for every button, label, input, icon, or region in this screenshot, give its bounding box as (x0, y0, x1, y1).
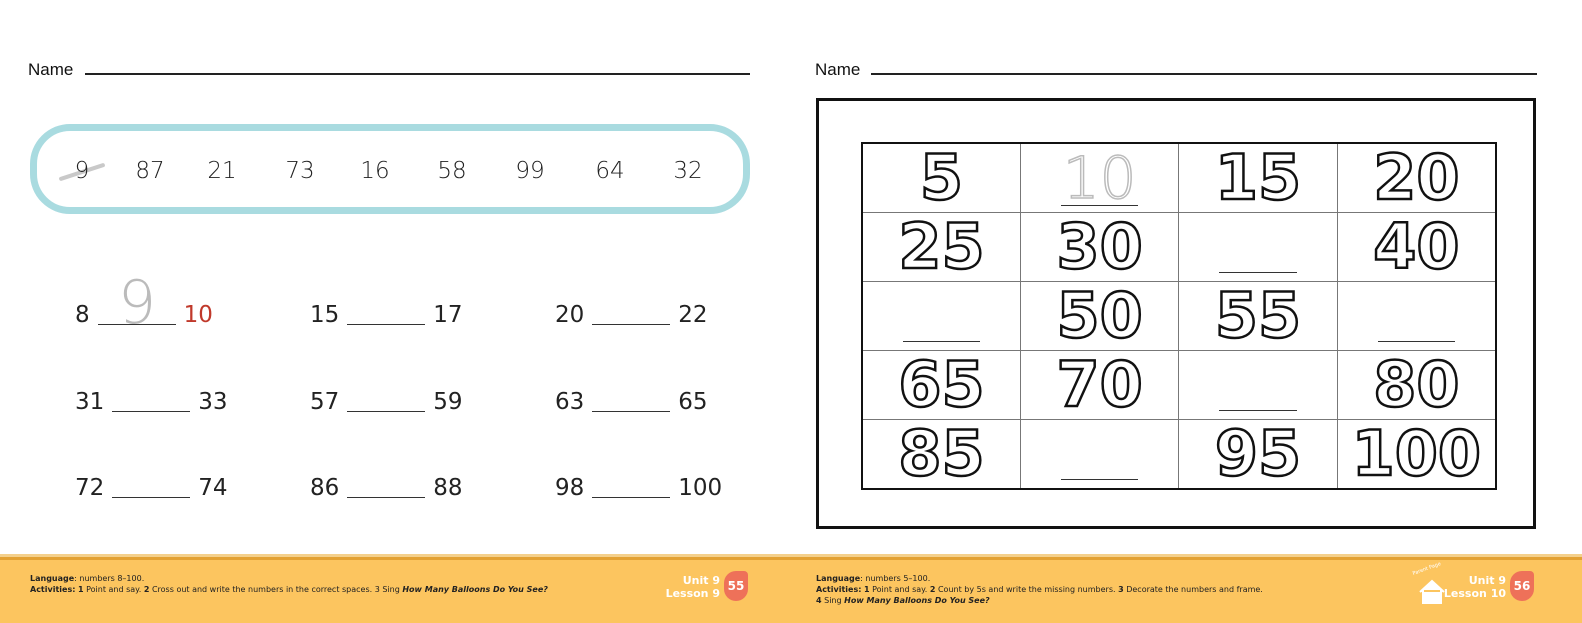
word-bank-number[interactable]: 9 (74, 158, 90, 184)
grid-cell (1179, 143, 1337, 213)
answer-blank[interactable] (112, 497, 190, 498)
grid-cell (1179, 279, 1337, 352)
answer-blank[interactable] (903, 341, 980, 342)
grid-cell (862, 143, 1020, 213)
word-bank-number[interactable]: 99 (515, 158, 545, 184)
grid-cell (1337, 348, 1496, 421)
grid-cell[interactable] (1179, 213, 1337, 282)
grid-cell (1020, 348, 1178, 421)
outlined-number: 20 (1373, 141, 1460, 214)
grid-cell (862, 416, 1020, 490)
outlined-number: 85 (898, 416, 985, 490)
word-bank-number[interactable]: 64 (595, 158, 625, 184)
answer-blank[interactable] (1378, 341, 1455, 342)
grid-cell[interactable] (1020, 420, 1178, 489)
after-number: 74 (198, 475, 228, 501)
number-sequence (555, 302, 708, 328)
outlined-number: 55 (1214, 279, 1302, 352)
grid-cell (862, 348, 1020, 421)
grid-cell[interactable] (862, 282, 1020, 351)
after-number: 100 (678, 475, 723, 501)
word-bank-number[interactable]: 32 (673, 158, 703, 184)
grid-cell (1020, 210, 1178, 283)
grid-cell (1337, 416, 1496, 490)
after-number: 65 (678, 389, 708, 415)
before-number: 31 (75, 389, 105, 415)
answer-blank[interactable] (347, 497, 425, 498)
right-footer-text: Language: numbers 5–100. Activities: 1 Point and say. 2 Count by 5s and write the missing numbers. 3 Decorate the numbers and frame. 4 Sing How Many Balloons Do You See? (816, 574, 1263, 605)
answer-blank[interactable] (592, 497, 670, 498)
traced-number: 10 (1062, 144, 1137, 212)
count-by-5-grid (861, 142, 1497, 490)
answer-blank[interactable] (1219, 410, 1296, 411)
answer-blank[interactable] (592, 324, 670, 325)
outlined-number: 5 (919, 141, 964, 214)
outlined-number: 15 (1214, 141, 1302, 214)
before-number: 63 (555, 389, 585, 415)
before-number: 8 (75, 302, 90, 328)
grid-cell[interactable] (1337, 282, 1496, 351)
outlined-number: 65 (898, 348, 985, 421)
page-number: 55 (724, 571, 748, 601)
name-label: Name (815, 60, 861, 79)
left-footer-text: Language: numbers 8–100. Activities: 1 Point and say. 2 Cross out and write the numbers in the correct spaces. 3 Sing How Many Balloons Do You See? (30, 574, 548, 594)
after-number: 33 (198, 389, 228, 415)
outlined-number: 100 (1351, 416, 1482, 490)
grid-cell (862, 210, 1020, 283)
number-sequence (555, 475, 722, 501)
after-number: 59 (433, 389, 463, 415)
grid-cell (1337, 210, 1496, 283)
number-sequence (310, 475, 463, 501)
name-line[interactable] (85, 73, 750, 75)
parent-page-house-icon: Parent Page (1412, 566, 1452, 606)
word-bank-number[interactable]: 21 (207, 158, 237, 184)
page-number: 56 (1510, 571, 1534, 601)
word-bank-number[interactable]: 16 (360, 158, 390, 184)
unit-lesson: Unit 9 Lesson 10 (1443, 574, 1506, 600)
outlined-number: 25 (898, 210, 985, 283)
outlined-number: 30 (1056, 210, 1143, 283)
after-number: 17 (433, 302, 463, 328)
number-sequence (75, 389, 228, 415)
outlined-number: 50 (1056, 279, 1143, 352)
after-number: 10 (183, 302, 213, 328)
traced-hint: 9 (118, 268, 157, 338)
number-sequence (310, 302, 463, 328)
number-sequence (555, 389, 708, 415)
after-number: 22 (678, 302, 708, 328)
grid-cell[interactable] (1179, 351, 1337, 420)
before-number: 86 (310, 475, 340, 501)
before-number: 57 (310, 389, 340, 415)
before-number: 72 (75, 475, 105, 501)
grid-cell (1020, 279, 1178, 352)
outlined-number: 70 (1056, 348, 1143, 421)
word-bank-number[interactable]: 58 (437, 158, 467, 184)
outlined-number: 40 (1373, 210, 1460, 283)
answer-blank[interactable] (1219, 272, 1296, 273)
before-number: 98 (555, 475, 585, 501)
word-bank-number[interactable]: 73 (285, 158, 315, 184)
before-number: 15 (310, 302, 340, 328)
number-sequence (75, 475, 228, 501)
answer-blank[interactable] (592, 411, 670, 412)
answer-blank[interactable] (1061, 479, 1138, 480)
outlined-number: 95 (1214, 416, 1302, 490)
before-number: 20 (555, 302, 585, 328)
outlined-number: 80 (1373, 348, 1460, 421)
answer-blank[interactable] (347, 324, 425, 325)
after-number: 88 (433, 475, 463, 501)
grid-cell (1337, 143, 1496, 213)
name-line[interactable] (871, 73, 1537, 75)
grid-cell (1179, 416, 1337, 490)
footer (0, 556, 1582, 623)
number-sequence (310, 389, 463, 415)
word-bank-number[interactable]: 87 (135, 158, 165, 184)
unit-lesson: Unit 9 Lesson 9 (665, 574, 720, 600)
name-label: Name (28, 60, 74, 79)
answer-blank[interactable] (112, 411, 190, 412)
grid-cell[interactable] (1020, 143, 1178, 213)
answer-blank[interactable] (347, 411, 425, 412)
